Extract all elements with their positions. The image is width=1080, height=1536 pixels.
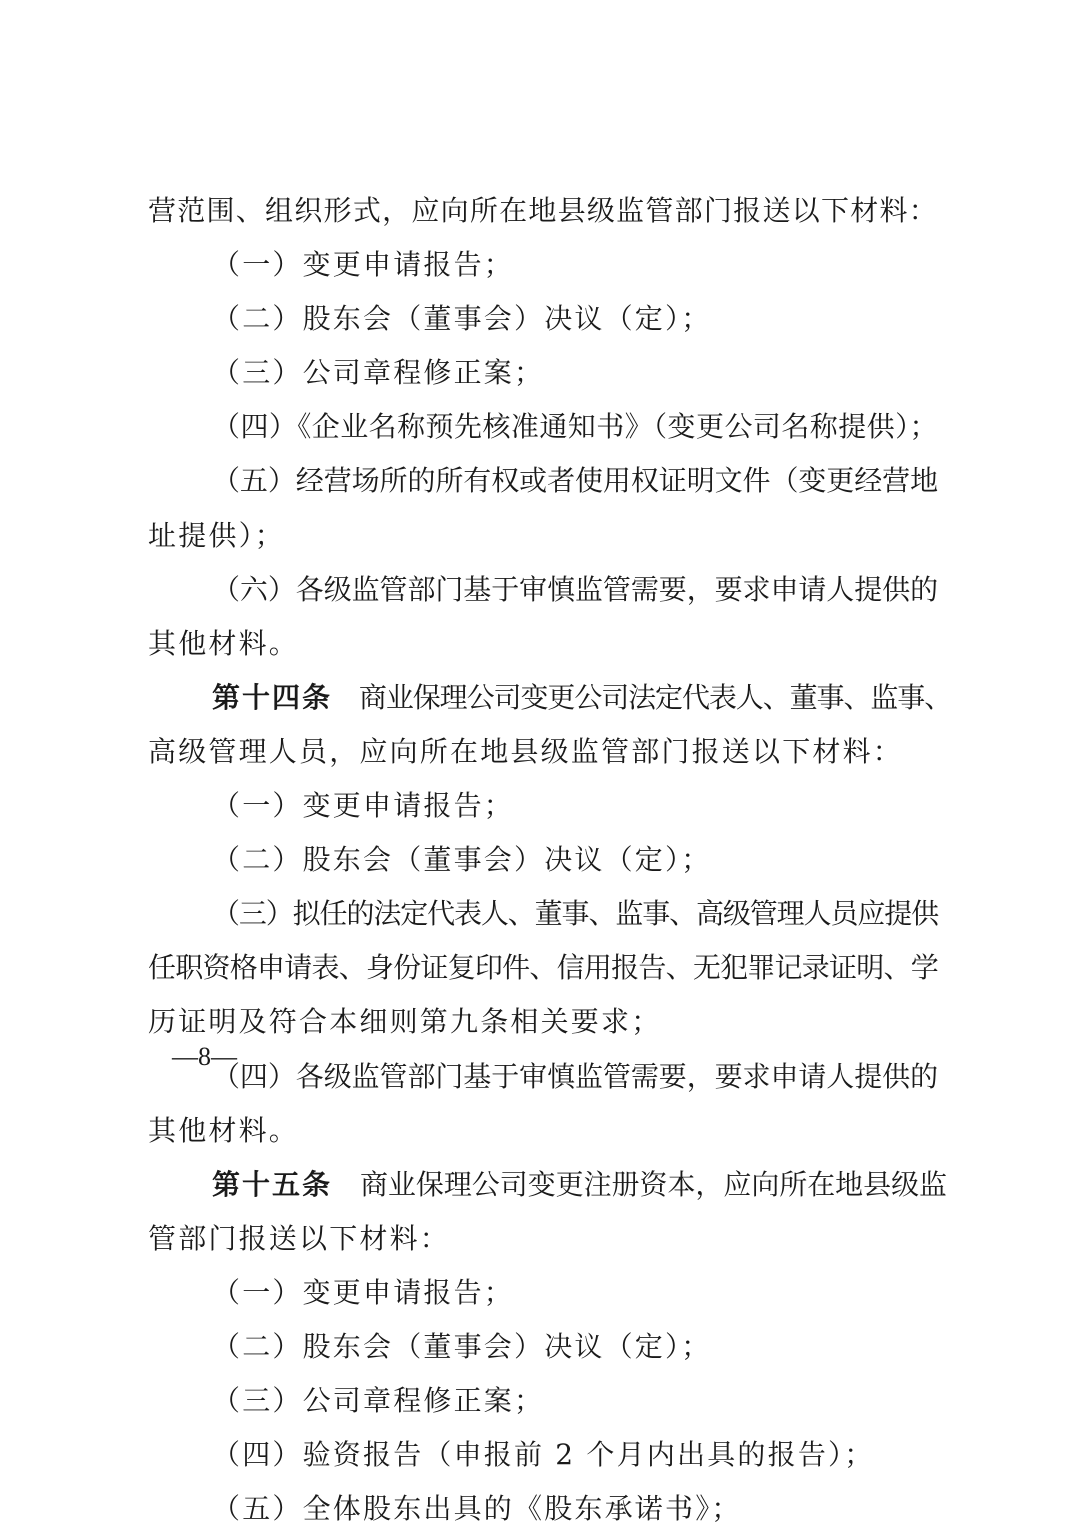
list-item: （四）《企业名称预先核准通知书》（变更公司名称提供）； [212, 410, 938, 444]
page-number: —8— [172, 1042, 237, 1071]
list-item: （六）各级监管部门基于审慎监管需要，要求申请人提供的 [212, 572, 939, 606]
article-text: 商业保理公司变更注册资本，应向所在地县级监 [332, 1167, 947, 1201]
text-line: 历证明及符合本细则第九条相关要求； [148, 1005, 662, 1039]
list-item: （二）股东会（董事会）决议（定）； [212, 1329, 712, 1363]
article-text: 商业保理公司变更公司法定代表人、董事、监事、 [332, 680, 952, 714]
list-item: （四）各级监管部门基于审慎监管需要，要求申请人提供的 [212, 1059, 939, 1093]
text-line: 其他材料。 [148, 626, 300, 660]
text-line: 其他材料。 [148, 1113, 300, 1147]
list-item: （一）变更申请报告； [212, 248, 515, 282]
list-item: （一）变更申请报告； [212, 1275, 515, 1309]
article-heading: 第十四条 [212, 680, 333, 714]
list-item: （四）验资报告（申报前 2 个月内出具的报告）； [212, 1438, 875, 1472]
text-line: 任职资格申请表、身份证复印件、信用报告、无犯罪记录证明、学 [148, 951, 938, 985]
list-item: （一）变更申请报告； [212, 789, 515, 823]
text-line: 址提供）； [148, 518, 286, 552]
article-line [148, 1158, 947, 1212]
list-item: （五）全体股东出具的《股东承诺书》； [212, 1492, 742, 1526]
list-item: （二）股东会（董事会）决议（定）； [212, 843, 712, 877]
list-item: （三）公司章程修正案； [212, 1384, 545, 1418]
text-line: 管部门报送以下材料： [148, 1221, 451, 1255]
list-item: （二）股东会（董事会）决议（定）； [212, 302, 712, 336]
document-body [148, 184, 952, 1536]
list-item: （三）拟任的法定代表人、董事、监事、高级管理人员应提供 [212, 897, 938, 931]
text-line: 高级管理人员，应向所在地县级监管部门报送以下材料： [148, 734, 904, 768]
list-item: （五）经营场所的所有权或者使用权证明文件（变更经营地 [212, 464, 939, 498]
article-heading: 第十五条 [212, 1167, 333, 1201]
article-line [148, 671, 952, 725]
text-line: 营范围、组织形式，应向所在地县级监管部门报送以下材料： [148, 194, 938, 227]
list-item: （三）公司章程修正案； [212, 356, 545, 390]
